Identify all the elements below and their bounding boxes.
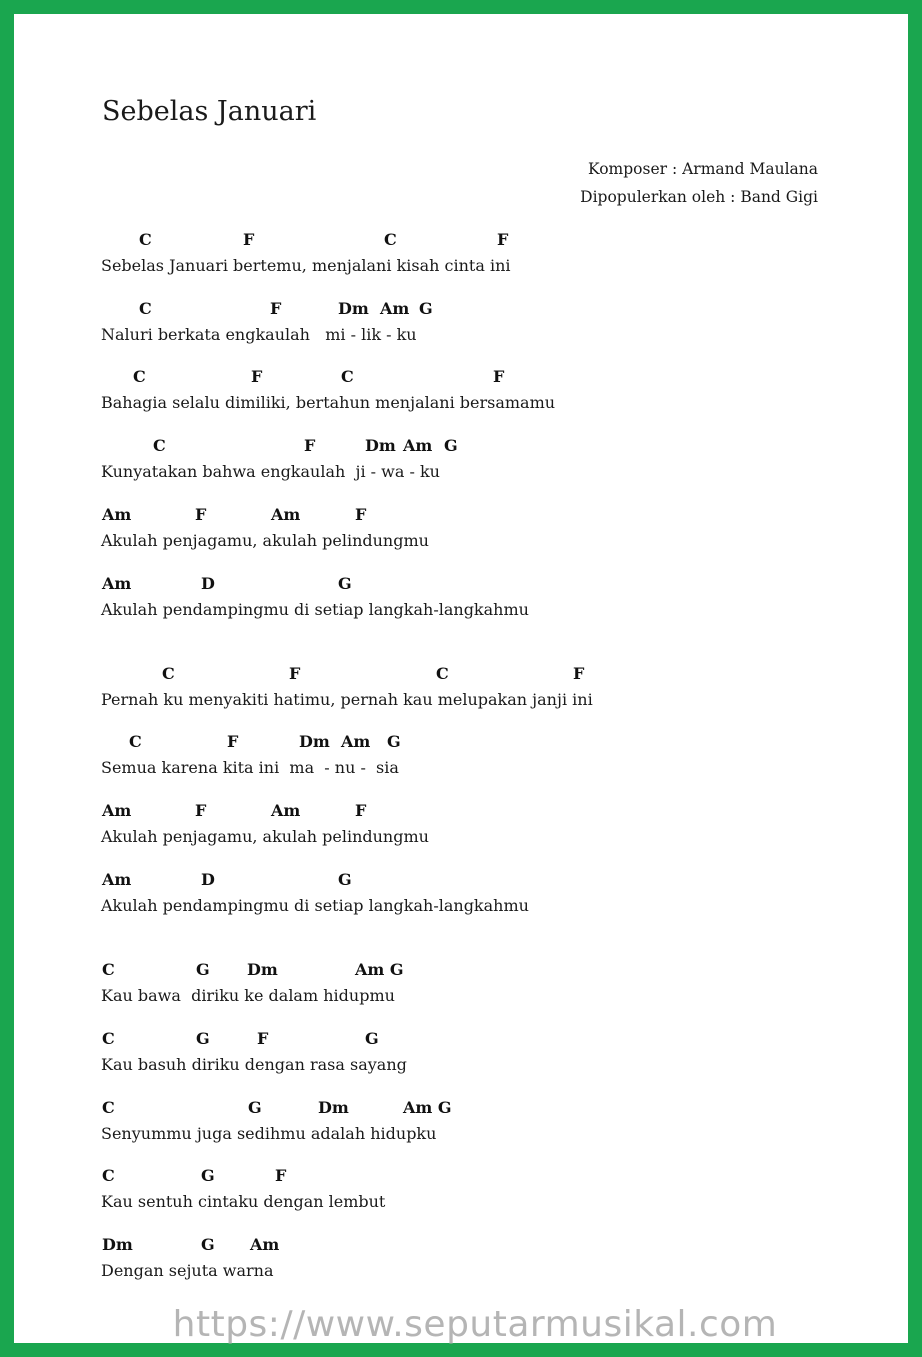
chord-label: C xyxy=(102,1098,115,1117)
chord-label: F xyxy=(195,801,207,820)
chord-label: Am xyxy=(102,505,132,524)
lyric-line: Akulah pendampingmu di setiap langkah-langkahmu xyxy=(101,600,529,619)
composer-credit: Komposer : Armand Maulana xyxy=(588,160,818,178)
chord-label: G xyxy=(365,1029,379,1048)
chord-label: F xyxy=(497,230,509,249)
chord-label: C xyxy=(133,367,146,386)
chord-label: F xyxy=(289,664,301,683)
chord-label: Am G xyxy=(403,1098,452,1117)
chord-label: G xyxy=(248,1098,262,1117)
chord-label: Dm xyxy=(102,1235,133,1254)
chord-label: D xyxy=(201,870,215,889)
lyric-line: Senyummu juga sedihmu adalah hidupku xyxy=(101,1124,437,1143)
chord-label: F xyxy=(275,1166,287,1185)
chord-label: C xyxy=(102,1166,115,1185)
chord-label: Am xyxy=(250,1235,280,1254)
chord-label: C xyxy=(139,230,152,249)
chord-label: Am xyxy=(271,801,301,820)
chord-label: C xyxy=(102,960,115,979)
lyric-line: Kau sentuh cintaku dengan lembut xyxy=(101,1192,386,1211)
chord-label: C xyxy=(102,1029,115,1048)
lyric-line: Akulah penjagamu, akulah pelindungmu xyxy=(101,531,429,550)
lyric-line: Akulah penjagamu, akulah pelindungmu xyxy=(101,827,429,846)
chord-label: Dm xyxy=(299,732,330,751)
lyric-line: Naluri berkata engkaulah mi - lik - ku xyxy=(101,325,417,344)
chord-label: Am xyxy=(102,801,132,820)
chord-label: Dm xyxy=(338,299,369,318)
chord-label: G xyxy=(201,1235,215,1254)
lyric-line: Akulah pendampingmu di setiap langkah-langkahmu xyxy=(101,896,529,915)
chord-label: Am xyxy=(341,732,371,751)
chord-label: F xyxy=(304,436,316,455)
lyric-line: Pernah ku menyakiti hatimu, pernah kau melupakan janji ini xyxy=(101,690,593,709)
popularized-by-credit: Dipopulerkan oleh : Band Gigi xyxy=(580,188,818,206)
chord-label: F xyxy=(355,505,367,524)
lyric-line: Kunyatakan bahwa engkaulah ji - wa - ku xyxy=(101,462,440,481)
chord-label: G xyxy=(196,960,210,979)
chord-label: F xyxy=(195,505,207,524)
chord-label: Am xyxy=(102,870,132,889)
chord-label: Am xyxy=(271,505,301,524)
chord-label: G xyxy=(387,732,401,751)
chord-label: G xyxy=(201,1166,215,1185)
chord-label: Am xyxy=(403,436,433,455)
chord-label: F xyxy=(257,1029,269,1048)
lyric-line: Kau basuh diriku dengan rasa sayang xyxy=(101,1055,407,1074)
chord-label: D xyxy=(201,574,215,593)
chord-label: C xyxy=(139,299,152,318)
chord-label: C xyxy=(153,436,166,455)
chord-label: C xyxy=(384,230,397,249)
lyric-line: Semua karena kita ini ma - nu - sia xyxy=(101,758,399,777)
chord-label: C xyxy=(162,664,175,683)
chord-label: C xyxy=(129,732,142,751)
chord-label: Am xyxy=(380,299,410,318)
chord-label: Dm xyxy=(247,960,278,979)
chord-label: F xyxy=(493,367,505,386)
chord-label: Am xyxy=(102,574,132,593)
chord-label: Am G xyxy=(355,960,404,979)
chord-label: C xyxy=(341,367,354,386)
chord-label: F xyxy=(355,801,367,820)
chord-label: F xyxy=(243,230,255,249)
chord-label: F xyxy=(270,299,282,318)
chord-label: G xyxy=(444,436,458,455)
chord-label: F xyxy=(227,732,239,751)
chord-label: F xyxy=(573,664,585,683)
chord-label: Dm xyxy=(365,436,396,455)
chord-label: G xyxy=(338,574,352,593)
chord-label: G xyxy=(196,1029,210,1048)
song-title: Sebelas Januari xyxy=(102,96,317,127)
lyric-line: Sebelas Januari bertemu, menjalani kisah cinta ini xyxy=(101,256,511,275)
lyric-line: Bahagia selalu dimiliki, bertahun menjalani bersamamu xyxy=(101,393,556,412)
chord-label: G xyxy=(338,870,352,889)
chord-label: Dm xyxy=(318,1098,349,1117)
chord-label: F xyxy=(251,367,263,386)
lyric-line: Kau bawa diriku ke dalam hidupmu xyxy=(101,986,395,1005)
lyric-line: Dengan sejuta warna xyxy=(101,1261,274,1280)
chord-label: C xyxy=(436,664,449,683)
website-watermark: https://www.seputarmusikal.com xyxy=(172,1304,778,1345)
chord-label: G xyxy=(419,299,433,318)
